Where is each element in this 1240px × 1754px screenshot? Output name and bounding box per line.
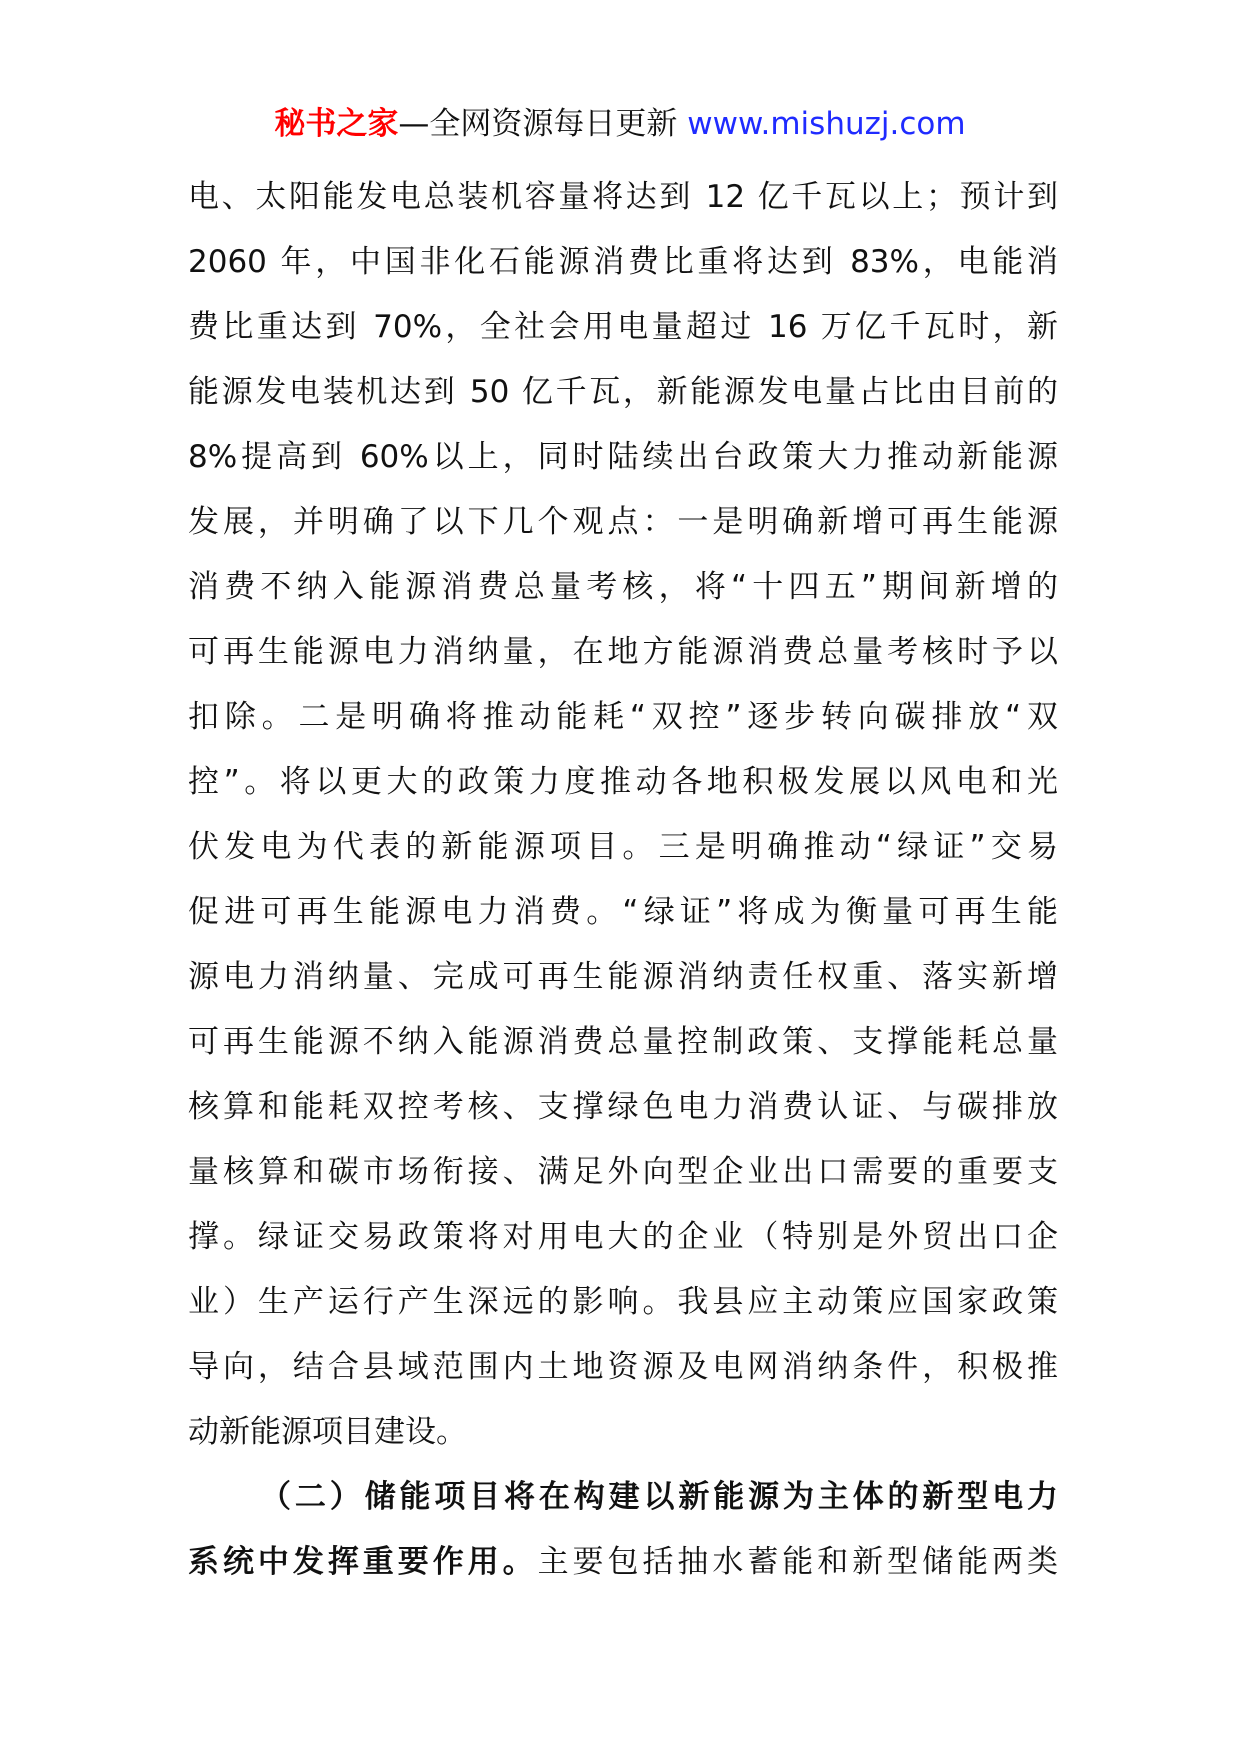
- text-line: 8%提高到 60%以上，同时陆续出台政策大力推动新能源: [188, 439, 1058, 475]
- text-line: 源电力消纳量、完成可再生能源消纳责任权重、落实新增: [188, 959, 1058, 995]
- text-line: 促进可再生能源电力消费。“绿证”将成为衡量可再生能: [188, 894, 1058, 930]
- text-line: 核算和能耗双控考核、支撑绿色电力消费认证、与碳排放: [188, 1089, 1058, 1125]
- section-heading-continued: 系统中发挥重要作用。: [188, 1544, 538, 1580]
- text-line: 可再生能源不纳入能源消费总量控制政策、支撑能耗总量: [188, 1024, 1058, 1060]
- text-line: 伏发电为代表的新能源项目。三是明确推动“绿证”交易: [188, 829, 1058, 865]
- header-url-link[interactable]: www.mishuzj.com: [687, 106, 966, 142]
- text-line: 动新能源项目建设。: [188, 1414, 467, 1450]
- page-header: [0, 100, 1240, 148]
- text-line: 费比重达到 70%，全社会用电量超过 16 万亿千瓦时，新: [188, 309, 1058, 345]
- text-line: 能源发电装机达到 50 亿千瓦，新能源发电量占比由目前的: [188, 374, 1058, 410]
- text-line: 电、太阳能发电总装机容量将达到 12 亿千瓦以上；预计到: [188, 179, 1058, 215]
- text-line: 消费不纳入能源消费总量考核，将“十四五”期间新增的: [188, 569, 1058, 605]
- text-line: 控”。将以更大的政策力度推动各地积极发展以风电和光: [188, 764, 1058, 800]
- header-brand: 秘书之家: [274, 106, 399, 142]
- text-line: 撑。绿证交易政策将对用电大的企业（特别是外贸出口企: [188, 1219, 1058, 1255]
- text-line: 发展，并明确了以下几个观点：一是明确新增可再生能源: [188, 504, 1058, 540]
- paragraph-1: [188, 165, 1058, 1465]
- section-2: [188, 1465, 1058, 1595]
- text-line: 可再生能源电力消纳量，在地方能源消费总量考核时予以: [188, 634, 1058, 670]
- text-line: 业）生产运行产生深远的影响。我县应主动策应国家政策: [188, 1284, 1058, 1320]
- document-body: [188, 165, 1058, 1595]
- text-line: 导向，结合县域范围内土地资源及电网消纳条件，积极推: [188, 1349, 1058, 1385]
- section-heading: （二）储能项目将在构建以新能源为主体的新型电力: [260, 1479, 1058, 1515]
- text-line: [188, 1530, 1058, 1595]
- text-line: 扣除。二是明确将推动能耗“双控”逐步转向碳排放“双: [188, 699, 1058, 735]
- header-tagline: —全网资源每日更新: [398, 106, 678, 142]
- text-line: 2060 年，中国非化石能源消费比重将达到 83%，电能消: [188, 244, 1058, 280]
- section-text: 主要包括抽水蓄能和新型储能两类: [537, 1544, 1058, 1580]
- text-line: 量核算和碳市场衔接、满足外向型企业出口需要的重要支: [188, 1154, 1058, 1190]
